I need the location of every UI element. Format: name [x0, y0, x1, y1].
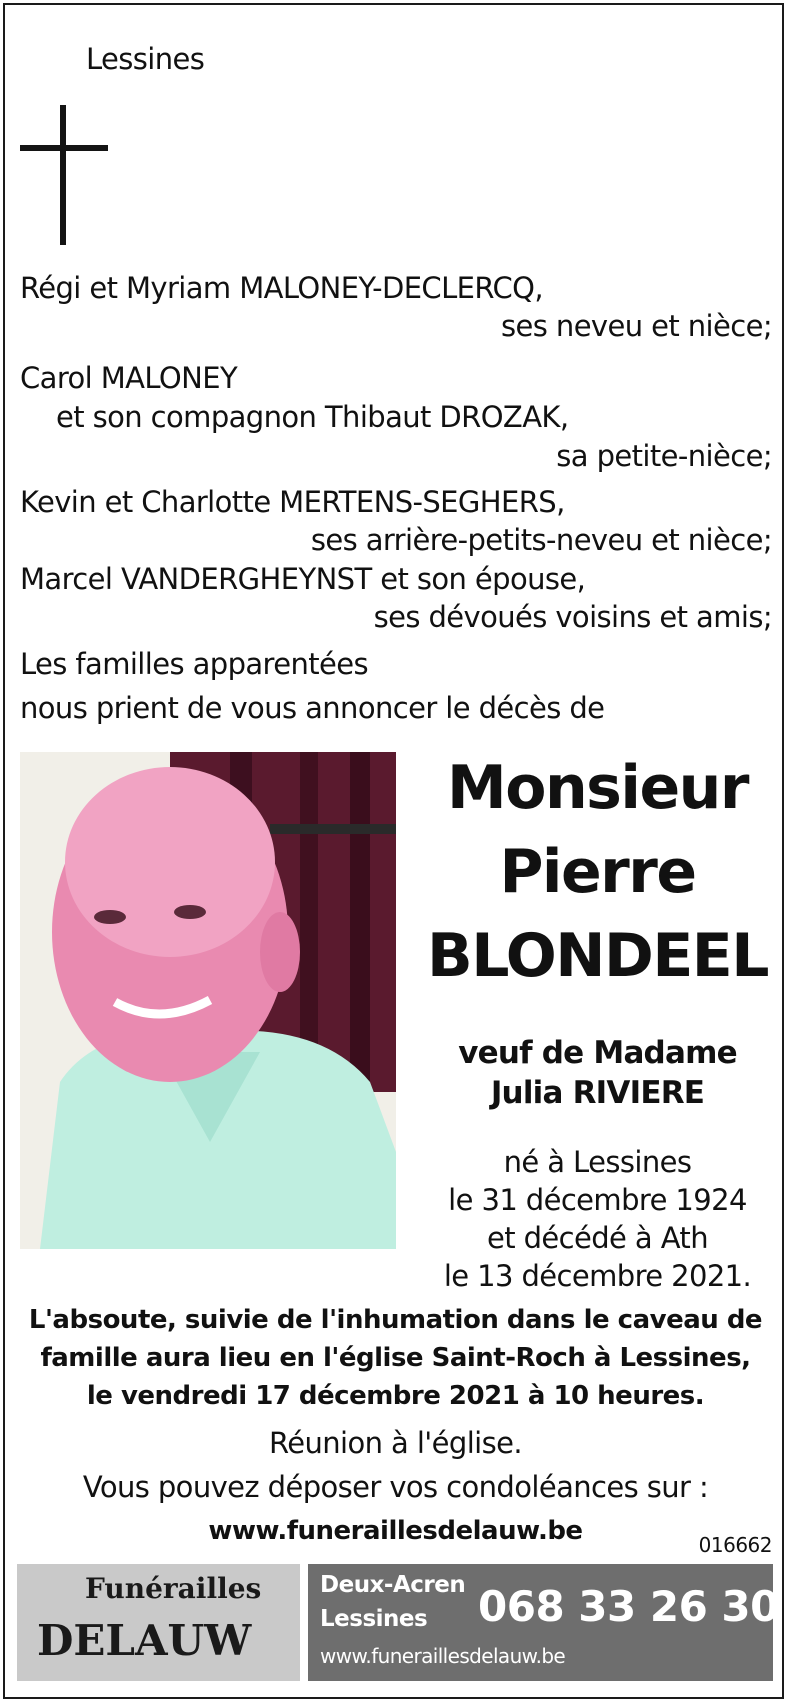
family-line-1: Régi et Myriam MALONEY-DECLERCQ, [20, 271, 543, 305]
family-line-2b: sa petite-nièce; [556, 439, 772, 473]
birth-date: le 31 décembre 1924 [448, 1183, 747, 1217]
deceased-last-name: BLONDEEL [426, 921, 769, 991]
death-date: le 13 décembre 2021. [443, 1259, 752, 1293]
family-line-4: Marcel VANDERGHEYNST et son épouse, [20, 562, 586, 596]
family-line-2a: et son compagnon Thibaut DROZAK, [56, 400, 569, 434]
condolences-website-link[interactable]: www.funeraillesdelauw.be [208, 1516, 583, 1546]
cross-icon-bar [20, 145, 108, 151]
funeral-home-contact [308, 1564, 779, 1681]
funeral-home-logo [17, 1564, 300, 1681]
cross-icon [60, 105, 66, 245]
footer-website-link[interactable]: www.funeraillesdelauw.be [320, 1644, 566, 1668]
footer-phone[interactable]: 068 33 26 30 [478, 1582, 779, 1631]
birth-place: né à Lessines [503, 1145, 692, 1179]
reference-number: 016662 [698, 1533, 772, 1557]
logo-bottom-text: DELAUW [37, 1616, 252, 1665]
portrait-illustration [20, 752, 396, 1249]
family-line-5: Les familles apparentées [20, 647, 369, 681]
family-line-6: nous prient de vous annoncer le décès de [20, 691, 605, 725]
meeting-note: Réunion à l'église. [269, 1426, 522, 1460]
family-line-3b: ses arrière-petits-neveu et nièce; [310, 523, 772, 557]
family-line-3: Kevin et Charlotte MERTENS-SEGHERS, [20, 485, 565, 519]
deceased-first-name: Pierre [499, 837, 696, 907]
footer-city-2: Lessines [320, 1606, 428, 1632]
family-line-1b: ses neveu et nièce; [501, 309, 772, 343]
family-line-2: Carol MALONEY [20, 361, 238, 395]
ceremony-line-3: le vendredi 17 décembre 2021 à 10 heures. [86, 1381, 705, 1411]
footer-city-1: Deux-Acren [320, 1572, 466, 1598]
logo-top-text: Funérailles [85, 1572, 262, 1605]
widow-line-2: Julia RIVIERE [490, 1075, 705, 1111]
widow-line-1: veuf de Madame [458, 1035, 737, 1071]
condolences-note: Vous pouvez déposer vos condoléances sur : [82, 1470, 709, 1504]
location: Lessines [86, 42, 205, 76]
death-place: et décédé à Ath [486, 1221, 708, 1255]
deceased-title: Monsieur [447, 753, 748, 823]
ceremony-line-2: famille aura lieu en l'église Saint-Roch à Lessines, [40, 1343, 751, 1373]
ceremony-line-1: L'absoute, suivie de l'inhumation dans le caveau de [28, 1305, 763, 1335]
family-line-4b: ses dévoués voisins et amis; [373, 600, 772, 634]
deceased-photo [20, 752, 396, 1249]
